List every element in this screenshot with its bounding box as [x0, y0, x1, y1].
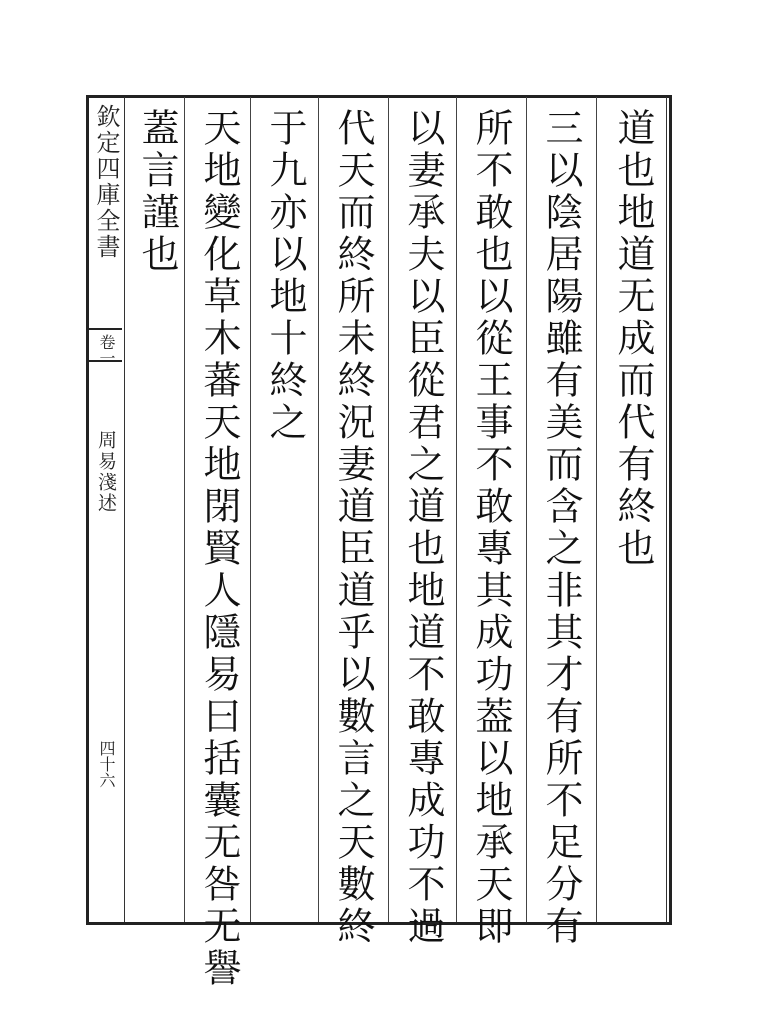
column-rule: [184, 97, 185, 922]
margin-juan-number: 卷一: [97, 334, 116, 366]
text-column-1: 道也地道无成而代有終也: [611, 108, 655, 570]
margin-folio-number: 四十六: [97, 740, 116, 788]
margin-divider: [124, 97, 125, 922]
text-column-7: 天地變化草木蕃天地閉賢人隱易曰括囊无咎无譽: [197, 108, 241, 990]
text-column-4: 以妻承夫以臣從君之道也地道不敢專成功不過: [401, 108, 445, 948]
margin-series-title: 欽定四庫全書: [92, 104, 120, 260]
column-rule: [456, 97, 457, 922]
column-rule: [318, 97, 319, 922]
text-column-5: 代天而終所未終況妻道臣道乎以數言之天數終: [331, 108, 375, 948]
text-column-6: 于九亦以地十終之: [263, 108, 307, 444]
column-rule: [526, 97, 527, 922]
text-column-3: 所不敢也以從王事不敢專其成功葢以地承天即: [469, 108, 513, 948]
column-rule: [596, 97, 597, 922]
column-rule: [388, 97, 389, 922]
text-column-2: 三以陰居陽雖有美而含之非其才有所不足分有: [539, 108, 583, 948]
margin-book-title: 周易淺述: [95, 430, 117, 514]
text-column-8: 蓋言謹也: [135, 108, 179, 276]
column-rule: [250, 97, 251, 922]
